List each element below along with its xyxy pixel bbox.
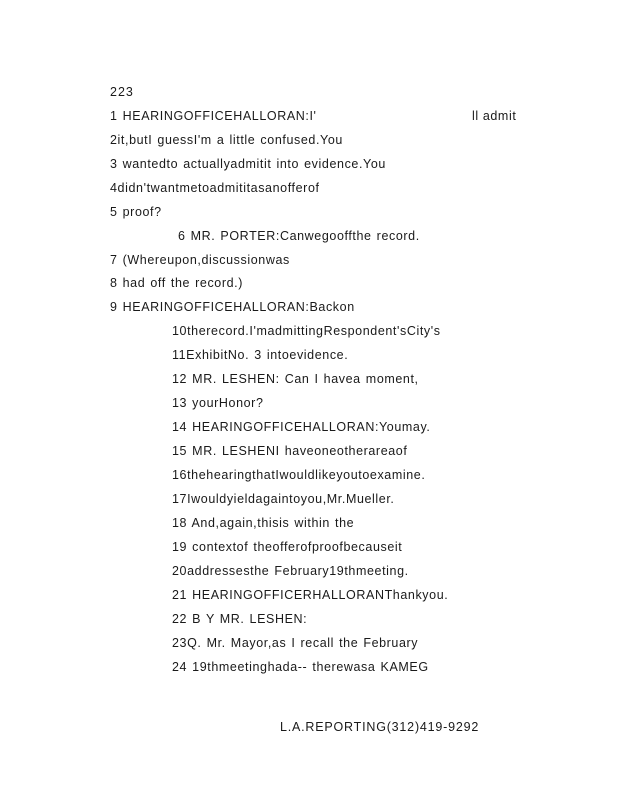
transcript-line: 24 19thmeetinghada-- therewasa KAMEG [172, 660, 429, 674]
transcript-line: 22 B Y MR. LESHEN: [172, 612, 308, 626]
transcript-line: 8 had off the record.) [110, 276, 244, 290]
transcript-line: 20addressesthe February19thmeeting. [172, 564, 409, 578]
page-number: 223 [110, 85, 134, 99]
transcript-line: 21 HEARINGOFFICERHALLORANThankyou. [172, 588, 449, 602]
transcript-line: 14 HEARINGOFFICEHALLORAN:Youmay. [172, 420, 431, 434]
transcript-line: 9 HEARINGOFFICEHALLORAN:Backon [110, 300, 355, 314]
transcript-line: 1 HEARINGOFFICEHALLORAN:I' [110, 109, 317, 123]
transcript-line: 23Q. Mr. Mayor,as I recall the February [172, 636, 419, 650]
transcript-line: 5 proof? [110, 205, 162, 219]
transcript-line: 7 (Whereupon,discussionwas [110, 253, 290, 267]
reporting-footer: L.A.REPORTING(312)419-9292 [280, 720, 480, 734]
transcript-line: 6 MR. PORTER:Canwegooffthe record. [178, 229, 420, 243]
transcript-line: 11ExhibitNo. 3 intoevidence. [172, 348, 349, 362]
transcript-line: 2it,butI guessI'm a little confused.You [110, 133, 343, 147]
transcript-line: 15 MR. LESHENI haveoneotherareaof [172, 444, 408, 458]
transcript-line: 17Iwouldyieldagaintoyou,Mr.Mueller. [172, 492, 395, 506]
transcript-line: 10therecord.I'madmittingRespondent'sCity's [172, 324, 441, 338]
transcript-line: 12 MR. LESHEN: Can I havea moment, [172, 372, 419, 386]
transcript-line: 19 contextof theofferofproofbecauseit [172, 540, 403, 554]
transcript-line: 13 yourHonor? [172, 396, 264, 410]
transcript-line: 3 wantedto actuallyadmitit into evidence.You [110, 157, 386, 171]
transcript-line-continuation: ll admit [472, 109, 517, 123]
transcript-line: 4didn'twantmetoadmititasanofferof [110, 181, 320, 195]
transcript-line: 16thehearingthatIwouldlikeyoutoexamine. [172, 468, 426, 482]
transcript-line: 18 And,again,thisis within the [172, 516, 355, 530]
